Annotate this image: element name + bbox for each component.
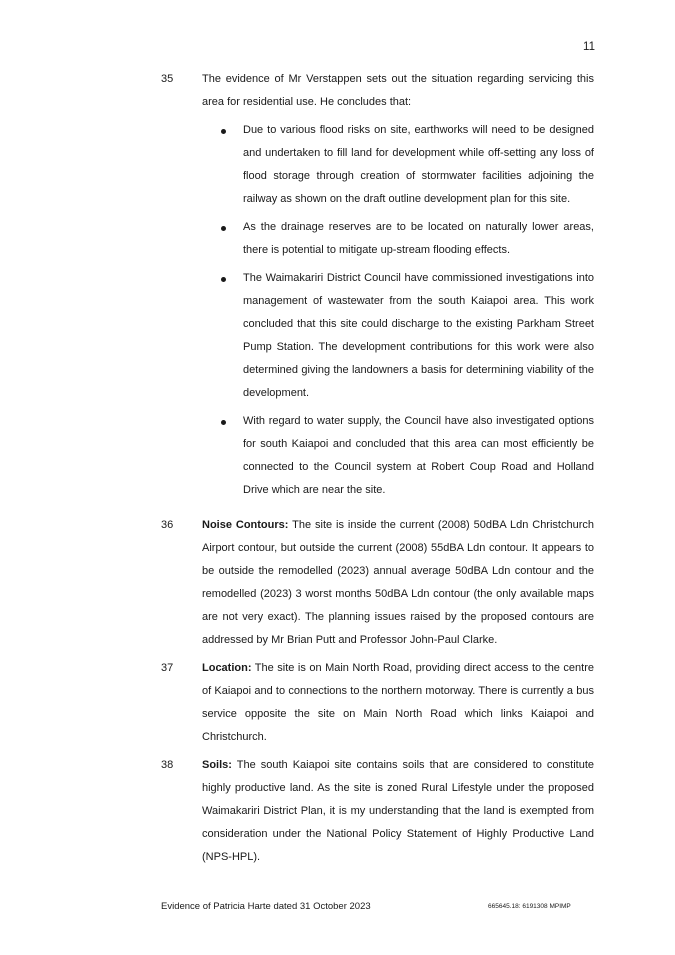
paragraph-text bbox=[202, 754, 594, 869]
paragraph-body: The site is inside the current (2008) 50dBA Ldn Christchurch Airport contour, but outside the current (2008) 55dBA Ldn contour. It appears to be outside the remodelled (2023) annual average 50dBA Ldn contour and the remodelled (2023) 3 worst months 50dBA Ldn contour (the only available maps are not very exact). The planning issues raised by the proposed contours are addressed by Mr Brian Putt and Professor John-Paul Clarke. bbox=[202, 519, 594, 646]
bullet-text: Due to various flood risks on site, earthworks will need to be designed and undertaken to fill land for development while off-setting any loss of flood storage through creation of stormwater facilities adjoining the railway as shown on the draft outline development plan for this site. bbox=[243, 124, 594, 205]
bullet-icon bbox=[221, 420, 226, 425]
paragraph-number: 38 bbox=[161, 759, 174, 771]
footer-document-title: Evidence of Patricia Harte dated 31 October 2023 bbox=[161, 901, 371, 912]
paragraph-text: The evidence of Mr Verstappen sets out the situation regarding servicing this area for residential use. He concludes that: bbox=[202, 73, 594, 108]
footer-reference: 665645.18: 6191308 MPIMP bbox=[488, 903, 571, 910]
paragraph-number: 35 bbox=[161, 73, 174, 85]
paragraph-body: The south Kaiapoi site contains soils that are considered to constitute highly productive land. As the site is zoned Rural Lifestyle under the proposed Waimakariri District Plan, it is my understanding that the land is exempted from consideration under the National Policy Statement of Highly Productive Land (NPS-HPL). bbox=[202, 759, 594, 863]
bullet-text: As the drainage reserves are to be located on naturally lower areas, there is potential to mitigate up-stream flooding effects. bbox=[243, 221, 594, 256]
page-number: 11 bbox=[583, 41, 595, 53]
bullet-text: The Waimakariri District Council have commissioned investigations into management of wastewater from the south Kaiapoi area. This work concluded that this site could discharge to the existing Parkham Street Pump Station. The development contributions for this work were also determined giving the landowners a basis for determining viability of the development. bbox=[243, 272, 594, 399]
paragraph-heading: Location: bbox=[202, 662, 252, 674]
paragraph-number: 37 bbox=[161, 662, 174, 674]
paragraph-heading: Noise Contours: bbox=[202, 519, 289, 531]
bullet-icon bbox=[221, 226, 226, 231]
paragraph-text bbox=[202, 514, 594, 652]
paragraph-body: The site is on Main North Road, providing direct access to the centre of Kaiapoi and to connections to the northern motorway. There is currently a bus service opposite the site on Main North Road which links Kaiapoi and Christchurch. bbox=[202, 662, 594, 743]
paragraph-text bbox=[202, 657, 594, 749]
bullet-icon bbox=[221, 129, 226, 134]
bullet-icon bbox=[221, 277, 226, 282]
bullet-text: With regard to water supply, the Council have also investigated options for south Kaiapoi and concluded that this area can most efficiently be connected to the Council system at Robert Coup Road and Holland Drive which are near the site. bbox=[243, 415, 594, 496]
paragraph-heading: Soils: bbox=[202, 759, 232, 771]
paragraph-number: 36 bbox=[161, 519, 174, 531]
